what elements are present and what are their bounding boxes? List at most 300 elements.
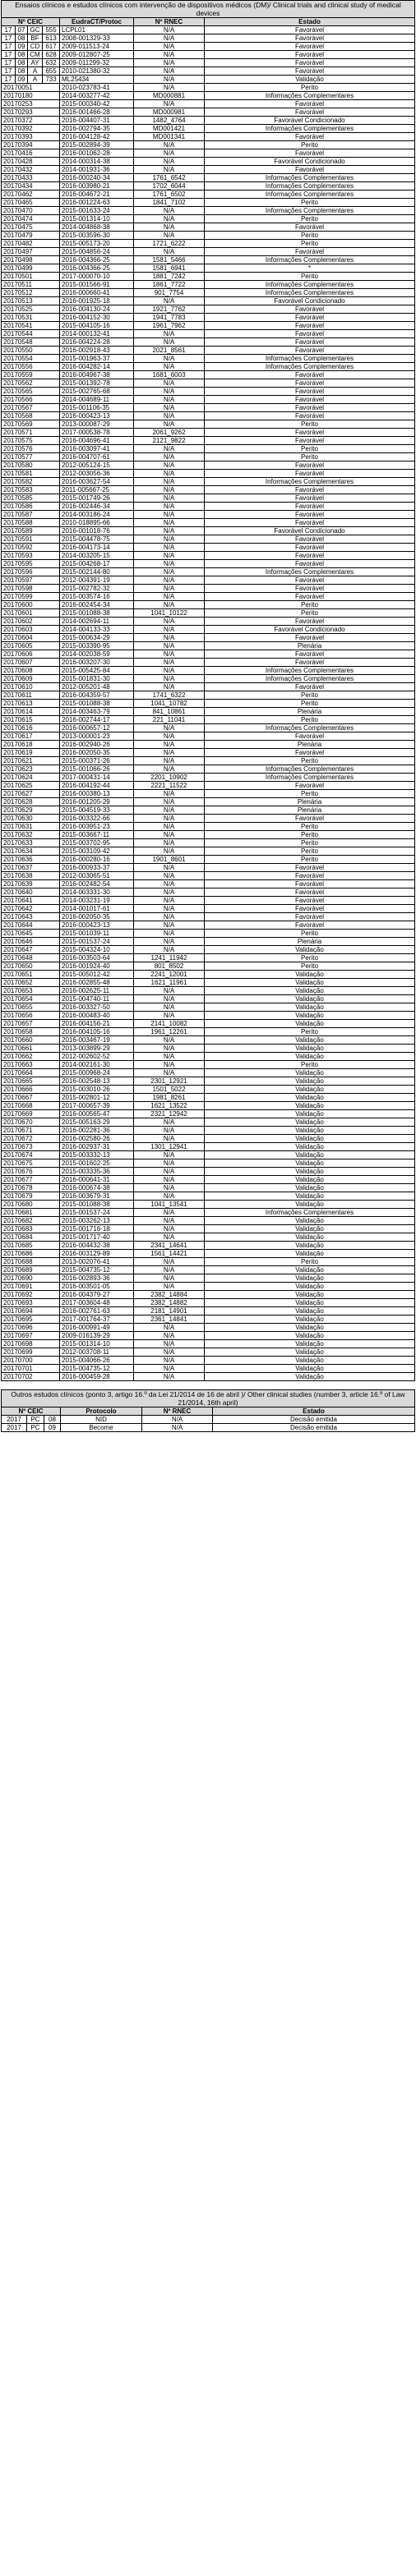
ceic-number: 20170432 xyxy=(2,166,60,174)
eudract-protocol: 2016-001224-63 xyxy=(60,199,134,207)
ceic-number: 20170619 xyxy=(2,749,60,757)
table-row xyxy=(2,930,415,938)
status: Perito xyxy=(205,445,415,453)
eudract-protocol: 2015-004740-11 xyxy=(60,995,134,1003)
table-row xyxy=(2,503,415,511)
rnec-number: N/A xyxy=(134,355,205,363)
status: Validação xyxy=(205,1102,415,1110)
table-row xyxy=(2,191,415,199)
rnec-number: 841_10861 xyxy=(134,708,205,716)
eudract-protocol: 2016-004366-25 xyxy=(60,264,134,273)
ceic-number: 20170597 xyxy=(2,576,60,585)
table-row xyxy=(2,1316,415,1324)
table-row xyxy=(2,724,415,732)
rnec-number: N/A xyxy=(134,232,205,240)
table-row xyxy=(2,461,415,470)
table2-body xyxy=(2,1416,415,1432)
status: Perito xyxy=(205,215,415,223)
ceic-number: 20170293 xyxy=(2,108,60,117)
ceic-number: 20170651 xyxy=(2,971,60,979)
table1-title: Ensaios clínicos e estudos clínicos com intervenção de dispositivos médicos (DM)/ Clinical trials and clinical study of medical devices xyxy=(2,1,415,18)
status: Informações Complementares xyxy=(205,92,415,100)
rnec-number: N/A xyxy=(134,76,205,84)
eudract-protocol: 2015-003596-30 xyxy=(60,232,134,240)
header-rnec: Nº RNEC xyxy=(134,18,205,26)
status: Validação xyxy=(205,1012,415,1020)
eudract-protocol: 2015-001314-10 xyxy=(60,1340,134,1348)
rnec-number: 2341_14641 xyxy=(134,1242,205,1250)
ceic-number: 20170693 xyxy=(2,1299,60,1307)
rnec-number: N/A xyxy=(134,1069,205,1077)
status: Favorável xyxy=(205,889,415,897)
table-row xyxy=(2,1373,415,1381)
table-row xyxy=(2,765,415,774)
rnec-number: N/A xyxy=(134,338,205,347)
status: Favorável xyxy=(205,108,415,117)
eudract-protocol: 2015-004066-26 xyxy=(60,1357,134,1365)
eudract-protocol: 2016-002625-11 xyxy=(60,987,134,995)
rnec-number: MD001421 xyxy=(134,125,205,133)
rnec-number: N/A xyxy=(134,1012,205,1020)
header-estado: Estado xyxy=(205,18,415,26)
table-row xyxy=(2,642,415,650)
ceic-number: 20170479 xyxy=(2,232,60,240)
table-row xyxy=(2,1028,415,1036)
rnec-number: 1681_6003 xyxy=(134,371,205,379)
rnec-number: N/A xyxy=(134,946,205,954)
status: Validação xyxy=(205,1192,415,1201)
ceic-number: 20170644 xyxy=(2,921,60,930)
status: Favorável xyxy=(205,880,415,889)
status: Favorável Condicionado xyxy=(205,297,415,305)
table-row xyxy=(2,1168,415,1176)
table-row xyxy=(2,338,415,347)
ceic-number: 20170465 xyxy=(2,199,60,207)
eudract-protocol: 2016-000660-41 xyxy=(60,289,134,297)
ceic-number: 20170525 xyxy=(2,305,60,314)
rnec-number: N/A xyxy=(134,815,205,823)
eudract-protocol: 2010-021380-32 xyxy=(60,67,134,76)
rnec-number: N/A xyxy=(134,1266,205,1274)
eudract-protocol: 2015-004519-33 xyxy=(60,806,134,815)
table-row xyxy=(2,445,415,453)
eudract-protocol: 2015-005173-20 xyxy=(60,240,134,248)
table-row xyxy=(2,1266,415,1274)
eudract-protocol: 2015-005163-29 xyxy=(60,1118,134,1127)
rnec-number: N/A xyxy=(134,1365,205,1373)
eudract-protocol: 2016-002937-31 xyxy=(60,1143,134,1151)
ceic-number: 20170681 xyxy=(2,1209,60,1217)
ceic-number: 20170588 xyxy=(2,519,60,527)
table-row xyxy=(2,921,415,930)
table-row xyxy=(2,667,415,675)
table-row xyxy=(2,305,415,314)
status: Validação xyxy=(205,1151,415,1159)
eudract-protocol: 2014-002038-59 xyxy=(60,650,134,659)
status: Validação xyxy=(205,1324,415,1332)
status: Favorável xyxy=(205,913,415,921)
eudract-protocol: 2015-002144-80 xyxy=(60,568,134,576)
rnec-number: 1941_7783 xyxy=(134,314,205,322)
rnec-number: 2181_14901 xyxy=(134,1307,205,1316)
eudract-protocol: 2011-005667-25 xyxy=(60,486,134,494)
ceic-seq: 617 xyxy=(43,43,60,51)
eudract-protocol: 2015-004856-24 xyxy=(60,248,134,256)
status: Perito xyxy=(205,601,415,609)
ceic-number: 20170629 xyxy=(2,806,60,815)
ceic-number: 20170575 xyxy=(2,437,60,445)
rnec-number: N/A xyxy=(134,43,205,51)
ceic-number: 20170497 xyxy=(2,248,60,256)
eudract-protocol: 2014-001017-61 xyxy=(60,905,134,913)
eudract-protocol: 2016-002050-35 xyxy=(60,913,134,921)
eudract-protocol: 2016-000641-31 xyxy=(60,1176,134,1184)
ceic-number: 20170658 xyxy=(2,1028,60,1036)
ceic-number: 20170645 xyxy=(2,930,60,938)
eudract-protocol: 2016-000423-13 xyxy=(60,921,134,930)
rnec-number: 2201_10902 xyxy=(134,774,205,782)
rnec-number: N/A xyxy=(134,215,205,223)
table-row xyxy=(2,1053,415,1061)
table-row xyxy=(2,1176,415,1184)
eudract-protocol: 2015-001088-38 xyxy=(60,1201,134,1209)
ceic-number: 20170679 xyxy=(2,1192,60,1201)
rnec-number: N/A xyxy=(134,757,205,765)
table-row xyxy=(2,1233,415,1242)
eudract-protocol: 2016-003207-30 xyxy=(60,659,134,667)
rnec-number: N/A xyxy=(134,1192,205,1201)
table-row xyxy=(2,420,415,429)
rnec-number: N/A xyxy=(134,659,205,667)
eudract-protocol: 2016-002454-34 xyxy=(60,601,134,609)
status: Validação xyxy=(205,946,415,954)
rnec-number: N/A xyxy=(134,1176,205,1184)
eudract-protocol: 2017-000538-78 xyxy=(60,429,134,437)
eudract-protocol: 2016-003627-54 xyxy=(60,478,134,486)
ceic-number: 20170482 xyxy=(2,240,60,248)
ceic-number: 20170690 xyxy=(2,1274,60,1283)
status: Favorável xyxy=(205,379,415,388)
ceic-number: 20170668 xyxy=(2,1102,60,1110)
table-row xyxy=(2,289,415,297)
ceic-number: 20170660 xyxy=(2,1036,60,1045)
ceic-number: 20170599 xyxy=(2,593,60,601)
ceic-number: 20170685 xyxy=(2,1242,60,1250)
ceic-number: 20170565 xyxy=(2,388,60,396)
rnec-number: 1921_7762 xyxy=(134,305,205,314)
ceic-number: 20170653 xyxy=(2,987,60,995)
eudract-protocol: 2015-000340-42 xyxy=(60,100,134,108)
ceic-code: BF xyxy=(28,34,43,43)
ceic-number: 20170694 xyxy=(2,1307,60,1316)
eudract-protocol: 2016-004407-31 xyxy=(60,117,134,125)
ceic-number: 20170596 xyxy=(2,568,60,576)
status: Favorável xyxy=(205,314,415,322)
rnec-number: N/A xyxy=(134,26,205,34)
eudract-protocol: 2015-001963-37 xyxy=(60,355,134,363)
status: Favorável xyxy=(205,511,415,519)
eudract-protocol: 2010-018895-66 xyxy=(60,519,134,527)
eudract-protocol: 2015-001106-35 xyxy=(60,404,134,412)
status: Favorável Condicionado xyxy=(205,527,415,535)
eudract-protocol: 2014-000132-41 xyxy=(60,330,134,338)
ceic-number: 20170550 xyxy=(2,347,60,355)
rnec-number: 1721_6222 xyxy=(134,240,205,248)
ceic-number: 20170531 xyxy=(2,314,60,322)
table-row xyxy=(2,683,415,691)
ceic-number: 20170591 xyxy=(2,535,60,544)
status: Informações Complementares xyxy=(205,724,415,732)
eudract-protocol: 2015-002782-32 xyxy=(60,585,134,593)
ceic-number: 20170603 xyxy=(2,626,60,634)
table-row xyxy=(2,889,415,897)
ceic-number: 20170646 xyxy=(2,938,60,946)
status: Favorável xyxy=(205,43,415,51)
ceic-number: 20170631 xyxy=(2,823,60,831)
rnec-number: N/A xyxy=(134,839,205,847)
rnec-number: N/A xyxy=(134,1036,205,1045)
eudract-protocol: 2015-001537-24 xyxy=(60,938,134,946)
rnec-number: N/A xyxy=(134,330,205,338)
eudract-protocol: 2016-004379-27 xyxy=(60,1291,134,1299)
ceic-number: 20170548 xyxy=(2,338,60,347)
status: Validação xyxy=(205,1118,415,1127)
rnec-number: N/A xyxy=(134,847,205,856)
rnec-number: 1581_5466 xyxy=(134,256,205,264)
eudract-protocol: 2016-003129-89 xyxy=(60,1250,134,1258)
eudract-protocol: 2016-002281-36 xyxy=(60,1127,134,1135)
ceic-number: 20170433 xyxy=(2,174,60,182)
status: Favorável xyxy=(205,429,415,437)
rnec-number: N/A xyxy=(134,1373,205,1381)
protocol: Become xyxy=(61,1424,142,1432)
ceic-number: 20170688 xyxy=(2,1258,60,1266)
table2-title: Outros estudos clínicos (ponto 3, artigo 16.º da Lei 21/2014 de 16 de abril )/ Other clinical studies (number 3, article 16.º of Law 21/2014, 16th april) xyxy=(2,1390,415,1407)
eudract-protocol: 2015-001088-38 xyxy=(60,700,134,708)
table-row xyxy=(2,1250,415,1258)
rnec-number: N/A xyxy=(134,494,205,503)
table-row xyxy=(2,412,415,420)
ceic-seq: 555 xyxy=(43,26,60,34)
status: Favorável xyxy=(205,371,415,379)
eudract-protocol: 2015-001066-26 xyxy=(60,765,134,774)
rnec-number: 1741_6322 xyxy=(134,691,205,700)
status: Decisão emitida xyxy=(213,1424,415,1432)
status: Favorável xyxy=(205,519,415,527)
rnec-number: 1981_8261 xyxy=(134,1094,205,1102)
rnec-number: N/A xyxy=(134,618,205,626)
status: Validação xyxy=(205,1316,415,1324)
status: Perito xyxy=(205,790,415,798)
table-row xyxy=(2,297,415,305)
rnec-number: 2241_12001 xyxy=(134,971,205,979)
ceic-number: 20170664 xyxy=(2,1069,60,1077)
eudract-protocol: 2014-003463-79 xyxy=(60,708,134,716)
status: Validação xyxy=(205,1094,415,1102)
ceic-year: 17 xyxy=(2,59,16,67)
table-row xyxy=(2,1340,415,1348)
ceic-number: 20170627 xyxy=(2,790,60,798)
eudract-protocol: 2016-004359-57 xyxy=(60,691,134,700)
status: Favorável xyxy=(205,897,415,905)
eudract-protocol: 2015-003109-42 xyxy=(60,847,134,856)
ceic-number: 20170697 xyxy=(2,1332,60,1340)
table-row xyxy=(2,511,415,519)
table-row xyxy=(2,363,415,371)
rnec-number: N/A xyxy=(134,363,205,371)
table-row xyxy=(2,634,415,642)
eudract-protocol: 2017-000431-14 xyxy=(60,774,134,782)
status: Informações Complementares xyxy=(205,281,415,289)
ceic-number: 20170544 xyxy=(2,330,60,338)
ceic-number: 20170615 xyxy=(2,716,60,724)
ceic-code: GC xyxy=(28,26,43,34)
eudract-protocol: 2016-001018-76 xyxy=(60,527,134,535)
table-row xyxy=(2,618,415,626)
eudract-protocol: 2016-003322-66 xyxy=(60,815,134,823)
table-row xyxy=(2,552,415,560)
status: Validação xyxy=(205,1069,415,1077)
status: Favorável xyxy=(205,905,415,913)
rnec-number: 2061_9262 xyxy=(134,429,205,437)
rnec-number: N/A xyxy=(134,1184,205,1192)
status: Favorável xyxy=(205,650,415,659)
rnec-number: 1702_6044 xyxy=(134,182,205,191)
status: Validação xyxy=(205,1176,415,1184)
status: Validação xyxy=(205,1184,415,1192)
status: Favorável xyxy=(205,593,415,601)
rnec-number: N/A xyxy=(134,585,205,593)
ceic-number: 20170499 xyxy=(2,264,60,273)
table-row xyxy=(2,453,415,461)
ceic-number: 20170640 xyxy=(2,889,60,897)
status: Favorável xyxy=(205,552,415,560)
ceic-number: 20170623 xyxy=(2,765,60,774)
table-row xyxy=(2,716,415,724)
ceic-number: 20170587 xyxy=(2,511,60,519)
status: Perito xyxy=(205,847,415,856)
rnec-number: N/A xyxy=(134,1118,205,1127)
status: Informações Complementares xyxy=(205,774,415,782)
ceic-number: 20170642 xyxy=(2,905,60,913)
ceic-year: 17 xyxy=(2,76,16,84)
table-row xyxy=(2,215,415,223)
eudract-protocol: 2015-003332-13 xyxy=(60,1151,134,1159)
ceic-number: 20170608 xyxy=(2,667,60,675)
rnec-number: N/A xyxy=(134,453,205,461)
status: Validação xyxy=(205,1003,415,1012)
eudract-protocol: 2009-016139-29 xyxy=(60,1332,134,1340)
status: Validação xyxy=(205,1332,415,1340)
table-row xyxy=(2,133,415,141)
eudract-protocol: 2014-004133-33 xyxy=(60,626,134,634)
rnec-number: N/A xyxy=(134,158,205,166)
rnec-number: N/A xyxy=(134,461,205,470)
table-row xyxy=(2,1424,415,1432)
table-row xyxy=(2,388,415,396)
ceic-number: 20170580 xyxy=(2,461,60,470)
table-row xyxy=(2,675,415,683)
eudract-protocol: 2015-002801-12 xyxy=(60,1094,134,1102)
rnec-number: 1041_13541 xyxy=(134,1201,205,1209)
rnec-number: N/A xyxy=(134,1340,205,1348)
rnec-number: N/A xyxy=(134,650,205,659)
status: Validação xyxy=(205,1201,415,1209)
eudract-protocol: 2016-004672-21 xyxy=(60,191,134,199)
table-row xyxy=(2,938,415,946)
table-row xyxy=(2,1069,415,1077)
table-row xyxy=(2,519,415,527)
status: Informações Complementares xyxy=(205,355,415,363)
table-row xyxy=(2,141,415,149)
table-row xyxy=(2,954,415,962)
rnec-number: N/A xyxy=(134,1258,205,1266)
rnec-number: N/A xyxy=(134,1127,205,1135)
ceic-number: 20170701 xyxy=(2,1365,60,1373)
status: Validação xyxy=(205,1077,415,1086)
status: Favorável xyxy=(205,149,415,158)
rnec-number: N/A xyxy=(134,1045,205,1053)
status: Favorável Condicionado xyxy=(205,117,415,125)
eudract-protocol: 2016-002940-26 xyxy=(60,741,134,749)
status: Perito xyxy=(205,232,415,240)
table-row xyxy=(2,223,415,232)
table-row xyxy=(2,437,415,445)
rnec-number: N/A xyxy=(142,1416,213,1424)
table-row xyxy=(2,1225,415,1233)
status: Validação xyxy=(205,1159,415,1168)
table-row xyxy=(2,1143,415,1151)
rnec-number: N/A xyxy=(134,872,205,880)
rnec-number: N/A xyxy=(134,396,205,404)
table-row xyxy=(2,248,415,256)
status: Perito xyxy=(205,962,415,971)
eudract-protocol: 2015-005012-42 xyxy=(60,971,134,979)
eudract-protocol: 2017-000070-10 xyxy=(60,273,134,281)
eudract-protocol: 2008-001329-33 xyxy=(60,34,134,43)
ceic-number: 20170589 xyxy=(2,527,60,535)
rnec-number: 2301_12921 xyxy=(134,1077,205,1086)
status: Informações Complementares xyxy=(205,765,415,774)
ceic-number: 20170680 xyxy=(2,1201,60,1209)
rnec-number: N/A xyxy=(134,535,205,544)
ceic-seq: 08 xyxy=(44,1416,61,1424)
status: Plenária xyxy=(205,798,415,806)
eudract-protocol: 2013-000001-23 xyxy=(60,732,134,741)
rnec-number: N/A xyxy=(134,511,205,519)
table-row xyxy=(2,897,415,905)
eudract-protocol: 2016-000240-34 xyxy=(60,174,134,182)
rnec-number: N/A xyxy=(134,864,205,872)
ceic-number: 20170513 xyxy=(2,297,60,305)
rnec-number: N/A xyxy=(134,1061,205,1069)
eudract-protocol: 2016-004130-24 xyxy=(60,305,134,314)
status: Validação xyxy=(205,979,415,987)
status: Perito xyxy=(205,823,415,831)
table-row xyxy=(2,264,415,273)
ceic-number: 20170665 xyxy=(2,1077,60,1086)
eudract-protocol: 2017-000657-39 xyxy=(60,1102,134,1110)
rnec-number: N/A xyxy=(134,601,205,609)
rnec-number: 1501_5022 xyxy=(134,1086,205,1094)
status: Plenária xyxy=(205,708,415,716)
eudract-protocol: 2015-000634-29 xyxy=(60,634,134,642)
status: Validação xyxy=(205,1250,415,1258)
table-row xyxy=(2,1020,415,1028)
table-row xyxy=(2,544,415,552)
table-row xyxy=(2,117,415,125)
ceic-number: 20170576 xyxy=(2,445,60,453)
